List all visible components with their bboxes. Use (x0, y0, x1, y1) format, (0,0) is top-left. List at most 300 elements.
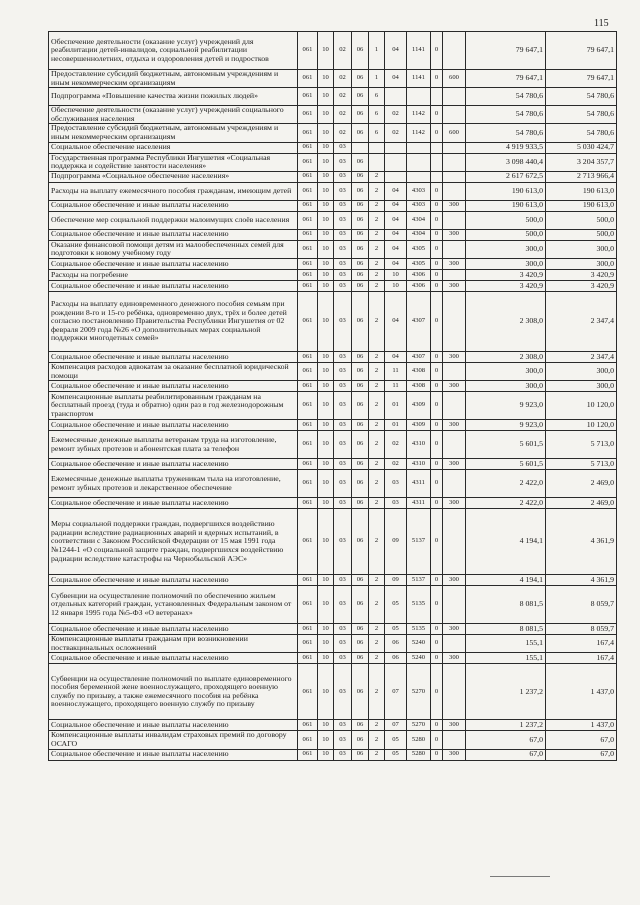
code-cell-c1: 061 (298, 459, 318, 470)
code-cell-c7: 4303 (407, 200, 431, 211)
row-name-cell: Обеспечение деятельности (оказание услуг) учреждений социального обслуживания населения (49, 106, 298, 124)
code-cell-c3: 03 (334, 664, 352, 720)
code-cell-c8: 0 (431, 291, 443, 351)
amount-cell-v1: 54 780,6 (466, 106, 546, 124)
code-cell-c4: 06 (352, 124, 369, 142)
code-cell-c7: 4311 (407, 470, 431, 498)
code-cell-c9 (443, 153, 466, 171)
code-cell-c5: 2 (369, 653, 385, 664)
table-row (49, 200, 617, 211)
code-cell-c9: 300 (443, 720, 466, 731)
code-cell-c4: 06 (352, 240, 369, 258)
code-cell-c6: 11 (385, 381, 407, 392)
amount-cell-v2: 2 347,4 (546, 291, 617, 351)
row-name-cell: Оказание финансовой помощи детям из малообеспеченных семей для подготовки к новому учебному году (49, 240, 298, 258)
code-cell-c1: 061 (298, 731, 318, 749)
table-row (49, 498, 617, 509)
budget-table-body (49, 32, 617, 761)
code-cell-c7: 5135 (407, 586, 431, 624)
code-cell-c1: 061 (298, 124, 318, 142)
code-cell-c8: 0 (431, 635, 443, 653)
code-cell-c1: 061 (298, 498, 318, 509)
code-cell-c9: 300 (443, 459, 466, 470)
code-cell-c6: 04 (385, 182, 407, 200)
code-cell-c9 (443, 362, 466, 380)
code-cell-c4: 06 (352, 351, 369, 362)
amount-cell-v2: 5 713,0 (546, 459, 617, 470)
code-cell-c7: 4308 (407, 362, 431, 380)
code-cell-c4: 06 (352, 653, 369, 664)
code-cell-c4: 06 (352, 470, 369, 498)
code-cell-c3: 02 (334, 124, 352, 142)
amount-cell-v1: 155,1 (466, 635, 546, 653)
amount-cell-v2: 4 361,9 (546, 509, 617, 575)
code-cell-c4: 06 (352, 153, 369, 171)
code-cell-c9: 300 (443, 229, 466, 240)
code-cell-c1: 061 (298, 258, 318, 269)
table-row (49, 88, 617, 106)
row-name-cell: Подпрограмма «Социальное обеспечение населения» (49, 171, 298, 182)
code-cell-c2: 10 (318, 351, 334, 362)
code-cell-c4: 06 (352, 280, 369, 291)
code-cell-c3: 03 (334, 171, 352, 182)
code-cell-c4: 06 (352, 720, 369, 731)
amount-cell-v1: 1 237,2 (466, 664, 546, 720)
code-cell-c6: 09 (385, 575, 407, 586)
row-name-cell: Ежемесячные денежные выплаты труженикам тыла на изготовление, ремонт зубных протезов и лекарственное обеспечение (49, 470, 298, 498)
row-name-cell: Обеспечение мер социальной поддержки малоимущих слоёв населения (49, 211, 298, 229)
code-cell-c8 (431, 171, 443, 182)
code-cell-c6: 04 (385, 240, 407, 258)
amount-cell-v2: 300,0 (546, 240, 617, 258)
code-cell-c6 (385, 153, 407, 171)
table-row (49, 182, 617, 200)
code-cell-c6 (385, 142, 407, 153)
code-cell-c3: 03 (334, 420, 352, 431)
amount-cell-v1: 8 081,5 (466, 624, 546, 635)
code-cell-c8: 0 (431, 420, 443, 431)
code-cell-c7: 5280 (407, 731, 431, 749)
code-cell-c1: 061 (298, 200, 318, 211)
table-row (49, 229, 617, 240)
code-cell-c3: 03 (334, 182, 352, 200)
code-cell-c5: 2 (369, 291, 385, 351)
code-cell-c4: 06 (352, 420, 369, 431)
amount-cell-v1: 2 422,0 (466, 498, 546, 509)
code-cell-c9 (443, 664, 466, 720)
amount-cell-v2: 500,0 (546, 229, 617, 240)
code-cell-c9 (443, 635, 466, 653)
table-row (49, 653, 617, 664)
code-cell-c4: 06 (352, 362, 369, 380)
code-cell-c7: 5270 (407, 720, 431, 731)
code-cell-c8: 0 (431, 392, 443, 420)
code-cell-c2: 10 (318, 420, 334, 431)
amount-cell-v1: 2 308,0 (466, 351, 546, 362)
code-cell-c1: 061 (298, 635, 318, 653)
code-cell-c3: 03 (334, 153, 352, 171)
amount-cell-v1: 2 617 672,5 (466, 171, 546, 182)
code-cell-c5: 2 (369, 459, 385, 470)
code-cell-c8: 0 (431, 269, 443, 280)
code-cell-c3: 03 (334, 635, 352, 653)
code-cell-c7: 4306 (407, 269, 431, 280)
code-cell-c3: 03 (334, 653, 352, 664)
code-cell-c9 (443, 586, 466, 624)
code-cell-c3: 03 (334, 269, 352, 280)
table-row (49, 420, 617, 431)
code-cell-c6: 04 (385, 229, 407, 240)
code-cell-c4: 06 (352, 731, 369, 749)
code-cell-c6: 05 (385, 624, 407, 635)
code-cell-c2: 10 (318, 211, 334, 229)
code-cell-c6: 10 (385, 269, 407, 280)
row-name-cell: Социальное обеспечение и иные выплаты населению (49, 258, 298, 269)
code-cell-c5: 2 (369, 420, 385, 431)
code-cell-c3: 03 (334, 392, 352, 420)
code-cell-c9 (443, 470, 466, 498)
code-cell-c2: 10 (318, 269, 334, 280)
amount-cell-v1: 2 308,0 (466, 291, 546, 351)
code-cell-c7: 4307 (407, 291, 431, 351)
code-cell-c1: 061 (298, 291, 318, 351)
amount-cell-v2: 10 120,0 (546, 420, 617, 431)
row-name-cell: Социальное обеспечение и иные выплаты населению (49, 280, 298, 291)
code-cell-c9: 300 (443, 280, 466, 291)
code-cell-c7: 5240 (407, 653, 431, 664)
code-cell-c1: 061 (298, 586, 318, 624)
row-name-cell: Социальное обеспечение и иные выплаты населению (49, 229, 298, 240)
code-cell-c3: 03 (334, 749, 352, 760)
code-cell-c3: 03 (334, 381, 352, 392)
code-cell-c1: 061 (298, 171, 318, 182)
code-cell-c1: 061 (298, 720, 318, 731)
amount-cell-v1: 4 194,1 (466, 509, 546, 575)
table-row (49, 32, 617, 70)
code-cell-c1: 061 (298, 749, 318, 760)
code-cell-c2: 10 (318, 124, 334, 142)
amount-cell-v1: 2 422,0 (466, 470, 546, 498)
amount-cell-v1: 300,0 (466, 240, 546, 258)
code-cell-c6: 03 (385, 470, 407, 498)
amount-cell-v1: 1 237,2 (466, 720, 546, 731)
code-cell-c9 (443, 171, 466, 182)
row-name-cell: Расходы на выплату единовременного денежного пособия семьям при рождении 8-го и 15-го ребёнка, одновременно двух, трёх и более детей согласно постановлению Правительства Республики Ингушетия от 02 февраля 2009 года №26 «О дополнительных мерах социальной поддержки многодетных семей» (49, 291, 298, 351)
code-cell-c3: 03 (334, 142, 352, 153)
amount-cell-v2: 190 613,0 (546, 200, 617, 211)
code-cell-c5: 6 (369, 106, 385, 124)
code-cell-c9 (443, 211, 466, 229)
amount-cell-v2: 5 713,0 (546, 431, 617, 459)
table-row (49, 240, 617, 258)
code-cell-c5: 2 (369, 362, 385, 380)
amount-cell-v1: 500,0 (466, 229, 546, 240)
code-cell-c3: 03 (334, 720, 352, 731)
code-cell-c1: 061 (298, 70, 318, 88)
code-cell-c3: 03 (334, 240, 352, 258)
row-name-cell: Субвенции на осуществление полномочий по обеспечению жильем отдельных категорий граждан, установленных Федеральным законом от 12 января 1995 года №5-ФЗ «О ветеранах» (49, 586, 298, 624)
amount-cell-v2: 79 647,1 (546, 32, 617, 70)
code-cell-c2: 10 (318, 664, 334, 720)
code-cell-c9 (443, 509, 466, 575)
code-cell-c7: 4304 (407, 229, 431, 240)
code-cell-c9: 600 (443, 70, 466, 88)
code-cell-c7: 4306 (407, 280, 431, 291)
amount-cell-v1: 300,0 (466, 381, 546, 392)
code-cell-c8: 0 (431, 575, 443, 586)
code-cell-c1: 061 (298, 362, 318, 380)
code-cell-c6 (385, 171, 407, 182)
code-cell-c5: 2 (369, 381, 385, 392)
amount-cell-v2: 500,0 (546, 211, 617, 229)
code-cell-c2: 10 (318, 635, 334, 653)
code-cell-c2: 10 (318, 509, 334, 575)
row-name-cell: Ежемесячные денежные выплаты ветеранам труда на изготовление, ремонт зубных протезов и абонентская плата за телефон (49, 431, 298, 459)
code-cell-c9 (443, 392, 466, 420)
code-cell-c3: 03 (334, 431, 352, 459)
row-name-cell: Подпрограмма «Повышение качества жизни пожилых людей» (49, 88, 298, 106)
code-cell-c1: 061 (298, 509, 318, 575)
table-row (49, 258, 617, 269)
amount-cell-v1: 190 613,0 (466, 200, 546, 211)
code-cell-c5: 2 (369, 211, 385, 229)
code-cell-c7: 4309 (407, 392, 431, 420)
code-cell-c3: 03 (334, 575, 352, 586)
table-row (49, 586, 617, 624)
amount-cell-v2: 167,4 (546, 635, 617, 653)
amount-cell-v2: 54 780,6 (546, 106, 617, 124)
amount-cell-v1: 4 919 933,5 (466, 142, 546, 153)
page-number: 115 (594, 18, 609, 29)
code-cell-c9: 300 (443, 381, 466, 392)
code-cell-c5: 2 (369, 229, 385, 240)
code-cell-c3: 03 (334, 211, 352, 229)
row-name-cell: Социальное обеспечение и иные выплаты населению (49, 381, 298, 392)
table-row (49, 153, 617, 171)
code-cell-c7: 1142 (407, 124, 431, 142)
amount-cell-v2: 4 361,9 (546, 575, 617, 586)
code-cell-c9: 300 (443, 200, 466, 211)
amount-cell-v1: 3 420,9 (466, 280, 546, 291)
code-cell-c6: 03 (385, 498, 407, 509)
code-cell-c2: 10 (318, 586, 334, 624)
code-cell-c4: 06 (352, 258, 369, 269)
amount-cell-v2: 167,4 (546, 653, 617, 664)
amount-cell-v1: 155,1 (466, 653, 546, 664)
code-cell-c5 (369, 142, 385, 153)
code-cell-c4: 06 (352, 229, 369, 240)
code-cell-c7 (407, 142, 431, 153)
code-cell-c8: 0 (431, 182, 443, 200)
code-cell-c9: 600 (443, 124, 466, 142)
table-row (49, 509, 617, 575)
code-cell-c4: 06 (352, 291, 369, 351)
code-cell-c5: 2 (369, 258, 385, 269)
table-row (49, 470, 617, 498)
amount-cell-v2: 3 420,9 (546, 280, 617, 291)
code-cell-c3: 03 (334, 258, 352, 269)
code-cell-c2: 10 (318, 291, 334, 351)
code-cell-c1: 061 (298, 392, 318, 420)
row-name-cell: Расходы на выплату ежемесячного пособия гражданам, имеющим детей (49, 182, 298, 200)
row-name-cell: Расходы на погребение (49, 269, 298, 280)
code-cell-c6: 07 (385, 664, 407, 720)
amount-cell-v2: 67,0 (546, 731, 617, 749)
code-cell-c2: 10 (318, 624, 334, 635)
code-cell-c4: 06 (352, 32, 369, 70)
row-name-cell: Социальное обеспечение и иные выплаты населению (49, 749, 298, 760)
code-cell-c9 (443, 240, 466, 258)
code-cell-c1: 061 (298, 32, 318, 70)
code-cell-c2: 10 (318, 88, 334, 106)
amount-cell-v2: 8 059,7 (546, 624, 617, 635)
amount-cell-v2: 2 347,4 (546, 351, 617, 362)
row-name-cell: Компенсационные выплаты реабилитированным гражданам на бесплатный проезд (туда и обратно) один раз в год железнодорожным транспортом (49, 392, 298, 420)
code-cell-c2: 10 (318, 749, 334, 760)
code-cell-c2: 10 (318, 731, 334, 749)
amount-cell-v1: 190 613,0 (466, 182, 546, 200)
amount-cell-v1: 4 194,1 (466, 575, 546, 586)
code-cell-c7: 1141 (407, 70, 431, 88)
code-cell-c3: 02 (334, 32, 352, 70)
code-cell-c8: 0 (431, 70, 443, 88)
code-cell-c5: 2 (369, 575, 385, 586)
amount-cell-v2: 54 780,6 (546, 124, 617, 142)
code-cell-c6: 05 (385, 749, 407, 760)
code-cell-c7: 4305 (407, 240, 431, 258)
amount-cell-v1: 54 780,6 (466, 124, 546, 142)
code-cell-c6: 04 (385, 351, 407, 362)
row-name-cell: Социальное обеспечение и иные выплаты населению (49, 420, 298, 431)
code-cell-c1: 061 (298, 106, 318, 124)
code-cell-c8: 0 (431, 240, 443, 258)
code-cell-c2: 10 (318, 362, 334, 380)
code-cell-c5: 2 (369, 664, 385, 720)
code-cell-c1: 061 (298, 280, 318, 291)
row-name-cell: Социальное обеспечение и иные выплаты населению (49, 575, 298, 586)
amount-cell-v2: 1 437,0 (546, 664, 617, 720)
amount-cell-v1: 3 098 440,4 (466, 153, 546, 171)
code-cell-c7: 4311 (407, 498, 431, 509)
code-cell-c5: 2 (369, 749, 385, 760)
code-cell-c3: 03 (334, 509, 352, 575)
code-cell-c8: 0 (431, 381, 443, 392)
code-cell-c2: 10 (318, 258, 334, 269)
code-cell-c7: 4310 (407, 431, 431, 459)
amount-cell-v1: 500,0 (466, 211, 546, 229)
code-cell-c2: 10 (318, 575, 334, 586)
code-cell-c7: 5135 (407, 624, 431, 635)
code-cell-c6: 04 (385, 70, 407, 88)
code-cell-c8: 0 (431, 653, 443, 664)
code-cell-c4 (352, 142, 369, 153)
code-cell-c6: 04 (385, 211, 407, 229)
code-cell-c4: 06 (352, 459, 369, 470)
code-cell-c8: 0 (431, 351, 443, 362)
code-cell-c4: 06 (352, 431, 369, 459)
code-cell-c7: 5270 (407, 664, 431, 720)
code-cell-c6: 02 (385, 106, 407, 124)
amount-cell-v1: 5 601,5 (466, 431, 546, 459)
amount-cell-v2: 3 204 357,7 (546, 153, 617, 171)
code-cell-c9 (443, 431, 466, 459)
table-row (49, 142, 617, 153)
amount-cell-v1: 300,0 (466, 258, 546, 269)
code-cell-c6: 04 (385, 32, 407, 70)
code-cell-c1: 061 (298, 142, 318, 153)
code-cell-c9: 300 (443, 258, 466, 269)
code-cell-c2: 10 (318, 470, 334, 498)
code-cell-c5: 2 (369, 720, 385, 731)
code-cell-c6: 02 (385, 124, 407, 142)
code-cell-c5: 2 (369, 498, 385, 509)
code-cell-c9: 300 (443, 420, 466, 431)
row-name-cell: Социальное обеспечение и иные выплаты населению (49, 720, 298, 731)
code-cell-c1: 061 (298, 240, 318, 258)
code-cell-c5: 2 (369, 509, 385, 575)
amount-cell-v2: 79 647,1 (546, 70, 617, 88)
table-row (49, 351, 617, 362)
table-row (49, 362, 617, 380)
code-cell-c5: 2 (369, 624, 385, 635)
code-cell-c8: 0 (431, 229, 443, 240)
code-cell-c2: 10 (318, 280, 334, 291)
table-row (49, 269, 617, 280)
code-cell-c3: 03 (334, 586, 352, 624)
table-row (49, 124, 617, 142)
table-row (49, 720, 617, 731)
code-cell-c5: 1 (369, 70, 385, 88)
table-row (49, 624, 617, 635)
code-cell-c8 (431, 142, 443, 153)
code-cell-c6: 06 (385, 653, 407, 664)
code-cell-c8: 0 (431, 124, 443, 142)
code-cell-c5: 6 (369, 88, 385, 106)
code-cell-c1: 061 (298, 420, 318, 431)
code-cell-c6: 06 (385, 635, 407, 653)
code-cell-c7: 5137 (407, 509, 431, 575)
code-cell-c2: 10 (318, 653, 334, 664)
amount-cell-v2: 10 120,0 (546, 392, 617, 420)
row-name-cell: Компенсационные выплаты инвалидам страховых премий по договору ОСАГО (49, 731, 298, 749)
code-cell-c4: 06 (352, 498, 369, 509)
code-cell-c1: 061 (298, 664, 318, 720)
amount-cell-v2: 300,0 (546, 258, 617, 269)
code-cell-c7: 4309 (407, 420, 431, 431)
row-name-cell: Меры социальной поддержки граждан, подвергшихся воздействию радиации вследствие радиационных аварий и ядерных испытаний, в соответствии с Законом Российской Федерации от 15 мая 1991 года №1244-1 «О социальной защите граждан, подвергшихся воздействию радиации вследствие катастрофы на Чернобыльской АЭС» (49, 509, 298, 575)
amount-cell-v1: 300,0 (466, 362, 546, 380)
code-cell-c7 (407, 153, 431, 171)
code-cell-c7: 5240 (407, 635, 431, 653)
code-cell-c4: 06 (352, 664, 369, 720)
code-cell-c6: 04 (385, 291, 407, 351)
code-cell-c5: 2 (369, 731, 385, 749)
table-row (49, 106, 617, 124)
code-cell-c9 (443, 269, 466, 280)
table-row (49, 280, 617, 291)
code-cell-c1: 061 (298, 470, 318, 498)
amount-cell-v2: 2 713 966,4 (546, 171, 617, 182)
code-cell-c7 (407, 171, 431, 182)
code-cell-c1: 061 (298, 229, 318, 240)
amount-cell-v2: 67,0 (546, 749, 617, 760)
row-name-cell: Социальное обеспечение и иные выплаты населению (49, 351, 298, 362)
code-cell-c3: 03 (334, 280, 352, 291)
amount-cell-v2: 5 030 424,7 (546, 142, 617, 153)
code-cell-c8: 0 (431, 498, 443, 509)
amount-cell-v1: 9 923,0 (466, 392, 546, 420)
code-cell-c6: 01 (385, 392, 407, 420)
